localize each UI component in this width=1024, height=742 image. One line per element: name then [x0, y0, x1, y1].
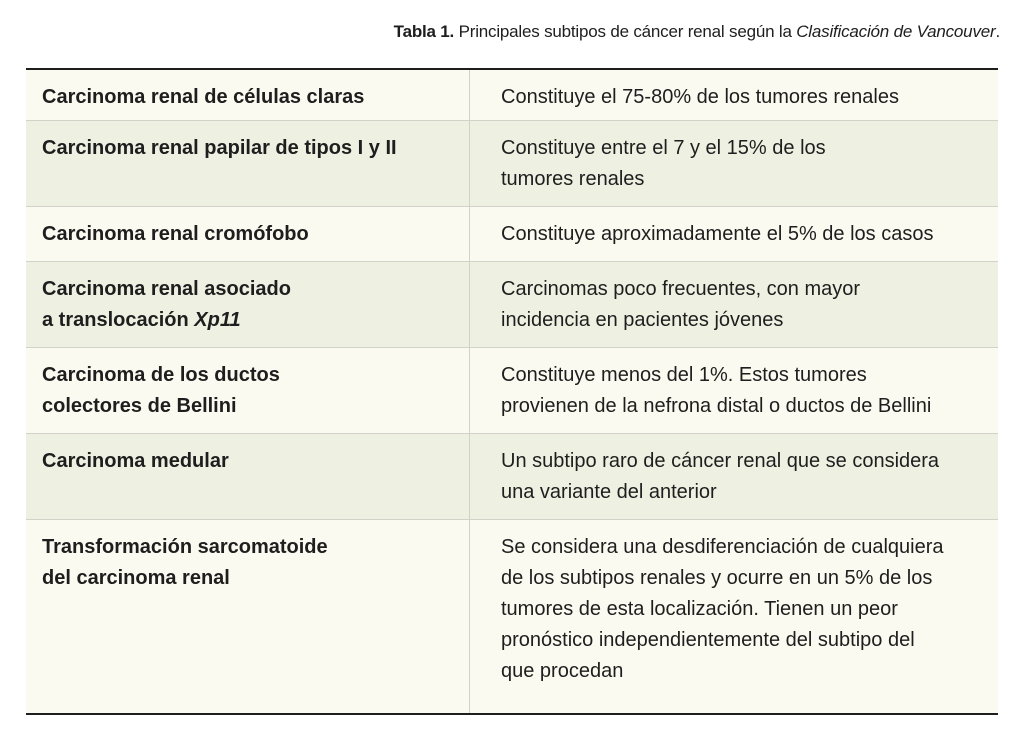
table-row — [26, 519, 998, 713]
row-term — [26, 207, 470, 261]
term-text: Carcinoma renal cromófobo — [42, 223, 309, 245]
subtypes-table — [26, 68, 998, 715]
caption-label: Tabla 1. — [393, 22, 455, 41]
row-term — [26, 520, 470, 713]
caption-text: Principales subtipos de cáncer renal según la — [454, 22, 797, 41]
row-term — [26, 434, 470, 519]
row-term — [26, 262, 470, 347]
term-text: Carcinoma renal asociado a translocación — [42, 278, 291, 331]
row-description: Un subtipo raro de cáncer renal que se considera una variante del anterior — [501, 450, 940, 503]
term-text: Carcinoma de los ductos colectores de Bellini — [42, 364, 280, 417]
term-emphasis: Xp11 — [194, 309, 241, 331]
row-term — [26, 70, 470, 120]
table-row — [26, 206, 998, 261]
row-description: Se considera una desdiferenciación de cualquiera de los subtipos renales y ocurre en un 5% de los tumores de esta localización. Tienen un peor pronóstico independientemente del subtipo del que procedan — [501, 536, 944, 682]
row-term — [26, 348, 470, 433]
table-row — [26, 261, 998, 347]
table-caption — [394, 22, 1000, 42]
term-text: Carcinoma renal papilar de tipos I y II — [42, 137, 397, 159]
row-description: Constituye el 75-80% de los tumores renales — [501, 86, 899, 108]
row-description: Carcinomas poco frecuentes, con mayor incidencia en pacientes jóvenes — [501, 278, 861, 331]
term-text: Carcinoma medular — [42, 450, 229, 472]
row-term — [26, 121, 470, 206]
caption-end: . — [995, 22, 1000, 41]
table-row — [26, 70, 998, 120]
row-description: Constituye menos del 1%. Estos tumores provienen de la nefrona distal o ductos de Bellini — [501, 364, 932, 417]
row-description: Constituye aproximadamente el 5% de los casos — [501, 223, 934, 245]
term-text: Carcinoma renal de células claras — [42, 86, 365, 108]
term-text: Transformación sarcomatoide del carcinoma renal — [42, 536, 328, 589]
row-description: Constituye entre el 7 y el 15% de los tumores renales — [501, 137, 826, 190]
table-row — [26, 433, 998, 519]
table-row — [26, 120, 998, 206]
table-row — [26, 347, 998, 433]
caption-emphasis: Clasificación de Vancouver — [796, 22, 996, 41]
